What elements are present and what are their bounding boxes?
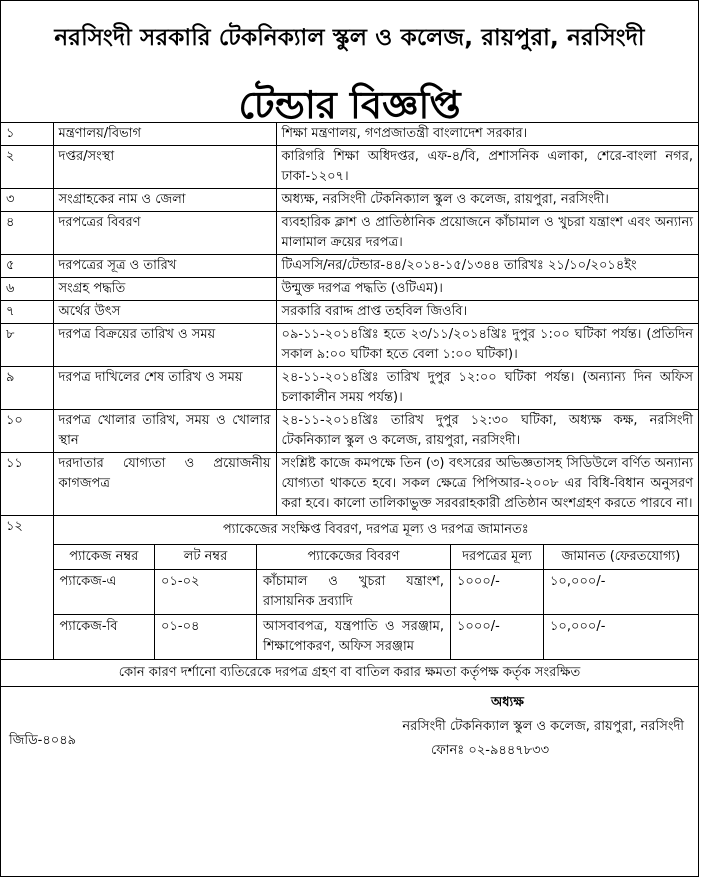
package-row: [1, 516, 698, 660]
row-label: মন্ত্রণালয়/বিভাগ: [53, 123, 276, 146]
row-value: সরকারি বরাদ্দ প্রাপ্ত তহবিল জিওবি।: [276, 301, 698, 324]
table-row: [1, 255, 698, 278]
reference-number: জিডি-৪০৪৯: [9, 733, 77, 748]
column-header: প্যাকেজের বিবরণ: [257, 545, 451, 570]
phone-number: ফোনঃ ০২-৯৪৪৭৮৩৩: [431, 743, 550, 758]
table-row: [1, 146, 698, 189]
package-number: প্যাকেজ-বি: [54, 615, 155, 660]
package-heading: প্যাকেজের সংক্ষিপ্ত বিবরণ, দরপত্র মূল্য ও দরপত্র জামানতঃ: [54, 516, 699, 545]
row-number: ২: [1, 146, 53, 189]
row-label: দরপত্রের বিবরণ: [53, 212, 276, 255]
table-row: [1, 301, 698, 324]
row-number: ১১: [1, 453, 53, 516]
security-amount: ১০,০০০/-: [544, 615, 699, 660]
package-item: [54, 570, 699, 615]
package-table-header: [54, 545, 699, 570]
row-label: সংগ্রহ পদ্ধতি: [53, 278, 276, 301]
row-number: ১২: [1, 516, 53, 660]
row-number: ৮: [1, 324, 53, 367]
row-value: ২৪-১১-২০১৪খ্রিঃ তারিখ দুপুর ১২:৩০ ঘটিকা, অধ্যক্ষ কক্ষ, নরসিংদী টেকনিক্যাল স্কুল ও কলেজ, রায়পুরা, নরসিংদী।: [276, 410, 698, 453]
row-value: অধ্যক্ষ, নরসিংদী টেকনিক্যাল স্কুল ও কলেজ, রায়পুরা, নরসিংদী।: [276, 189, 698, 212]
table-row: [1, 367, 698, 410]
row-label: অর্থের উৎস: [53, 301, 276, 324]
package-number: প্যাকেজ-এ: [54, 570, 155, 615]
row-value: ব্যবহারিক ক্লাশ ও প্রাতিষ্ঠানিক প্রয়োজনে কাঁচামাল ও খুচরা যন্ত্রাংশ এবং অন্যান্য মালামাল ক্রয়ের দরপত্র।: [276, 212, 698, 255]
row-value: টিএসসি/নর/টেন্ডার-৪৪/২০১৪-১৫/১৩৪৪ তারিখঃ ২১/১০/২০১৪ইং: [276, 255, 698, 278]
row-number: ৭: [1, 301, 53, 324]
row-label: দরপত্র দাখিলের শেষ তারিখ ও সময়: [53, 367, 276, 410]
row-value: ০৯-১১-২০১৪খ্রিঃ হতে ২৩/১১/২০১৪খ্রিঃ দুপুর ১:০০ ঘটিকা পর্যন্ত। (প্রতিদিন সকাল ৯:০০ ঘটিকা হতে বেলা ১:০০ ঘটিকা)।: [276, 324, 698, 367]
table-row: [1, 189, 698, 212]
package-description: কাঁচামাল ও খুচরা যন্ত্রাংশ, রাসায়নিক দ্রব্যাদি: [257, 570, 451, 615]
tender-price: ১০০০/-: [451, 570, 544, 615]
tender-details-table: [1, 123, 698, 660]
row-number: ১০: [1, 410, 53, 453]
lot-number: ০১-০৪: [155, 615, 257, 660]
table-row: [1, 123, 698, 146]
package-table: [54, 545, 699, 659]
row-number: ৬: [1, 278, 53, 301]
row-label: দপ্তর/সংস্থা: [53, 146, 276, 189]
column-header: জামানত (ফেরতযোগ্য): [544, 545, 699, 570]
row-label: দরদাতার যোগ্যতা ও প্রয়োজনীয় কাগজপত্র: [53, 453, 276, 516]
school-name: নরসিংদী সরকারি টেকনিক্যাল স্কুল ও কলেজ, রায়পুরা, নরসিংদী: [54, 25, 645, 51]
row-label: দরপত্র বিক্রয়ের তারিখ ও সময়: [53, 324, 276, 367]
column-header: প্যাকেজ নম্বর: [54, 545, 155, 570]
row-value: উন্মুক্ত দরপত্র পদ্ধতি (ওটিএম)।: [276, 278, 698, 301]
notice-header: [1, 1, 698, 127]
notice-title: টেন্ডার বিজ্ঞপ্তি: [238, 83, 461, 127]
row-number: ৫: [1, 255, 53, 278]
notice-footer: [1, 687, 698, 757]
lot-number: ০১-০২: [155, 570, 257, 615]
row-value: ২৪-১১-২০১৪খ্রিঃ তারিখ দুপুর ১২:০০ ঘটিকা পর্যন্ত। (অন্যান্য দিন অফিস চলাকালীন সময় পর্যন্ত)।: [276, 367, 698, 410]
row-value: কারিগরি শিক্ষা অধিদপ্তর, এফ-৪/বি, প্রশাসনিক এলাকা, শেরে-বাংলা নগর, ঢাকা-১২০৭।: [276, 146, 698, 189]
row-value: সংশ্লিষ্ট কাজে কমপক্ষে তিন (৩) বৎসরের অভিজ্ঞতাসহ সিডিউলে বর্ণিত অন্যান্য যোগ্যতা থাকতে হবে। সকল ক্ষেত্রে পিপিআর-২০০৮ এর বিধি-বিধান অনুসরণ করা হবে। কালো তালিকাভুক্ত সরবরাহকারী প্রতিষ্ঠান অংশগ্রহণ করতে পারবে না।: [276, 453, 698, 516]
table-row: [1, 324, 698, 367]
row-label: দরপত্র খোলার তারিখ, সময় ও খোলার স্থান: [53, 410, 276, 453]
row-number: ৪: [1, 212, 53, 255]
column-header: দরপত্রের মূল্য: [451, 545, 544, 570]
security-amount: ১০,০০০/-: [544, 570, 699, 615]
row-value: শিক্ষা মন্ত্রণালয়, গণপ্রজাতন্ত্রী বাংলাদেশ সরকার।: [276, 123, 698, 146]
table-row: [1, 278, 698, 301]
table-row: [1, 453, 698, 516]
row-number: ৩: [1, 189, 53, 212]
signatory-title: অধ্যক্ষ: [491, 695, 524, 710]
column-header: লট নম্বর: [155, 545, 257, 570]
package-item: [54, 615, 699, 660]
row-number: ১: [1, 123, 53, 146]
row-number: ৯: [1, 367, 53, 410]
package-description: আসবাবপত্র, যন্ত্রপাতি ও সরঞ্জাম, শিক্ষাপোকরণ, অফিস সরঞ্জাম: [257, 615, 451, 660]
tender-price: ১০০০/-: [451, 615, 544, 660]
row-label: সংগ্রাহকের নাম ও জেলা: [53, 189, 276, 212]
package-section: [53, 516, 698, 660]
table-row: [1, 212, 698, 255]
row-label: দরপত্রের সূত্র ও তারিখ: [53, 255, 276, 278]
signatory-organization: নরসিংদী টেকনিক্যাল স্কুল ও কলেজ, রায়পুরা, নরসিংদী: [402, 719, 684, 734]
table-row: [1, 410, 698, 453]
authority-note: কোন কারণ দর্শানো ব্যতিরেকে দরপত্র গ্রহণ বা বাতিল করার ক্ষমতা কর্তৃপক্ষ কর্তৃক সংরক্ষিত: [1, 660, 698, 687]
